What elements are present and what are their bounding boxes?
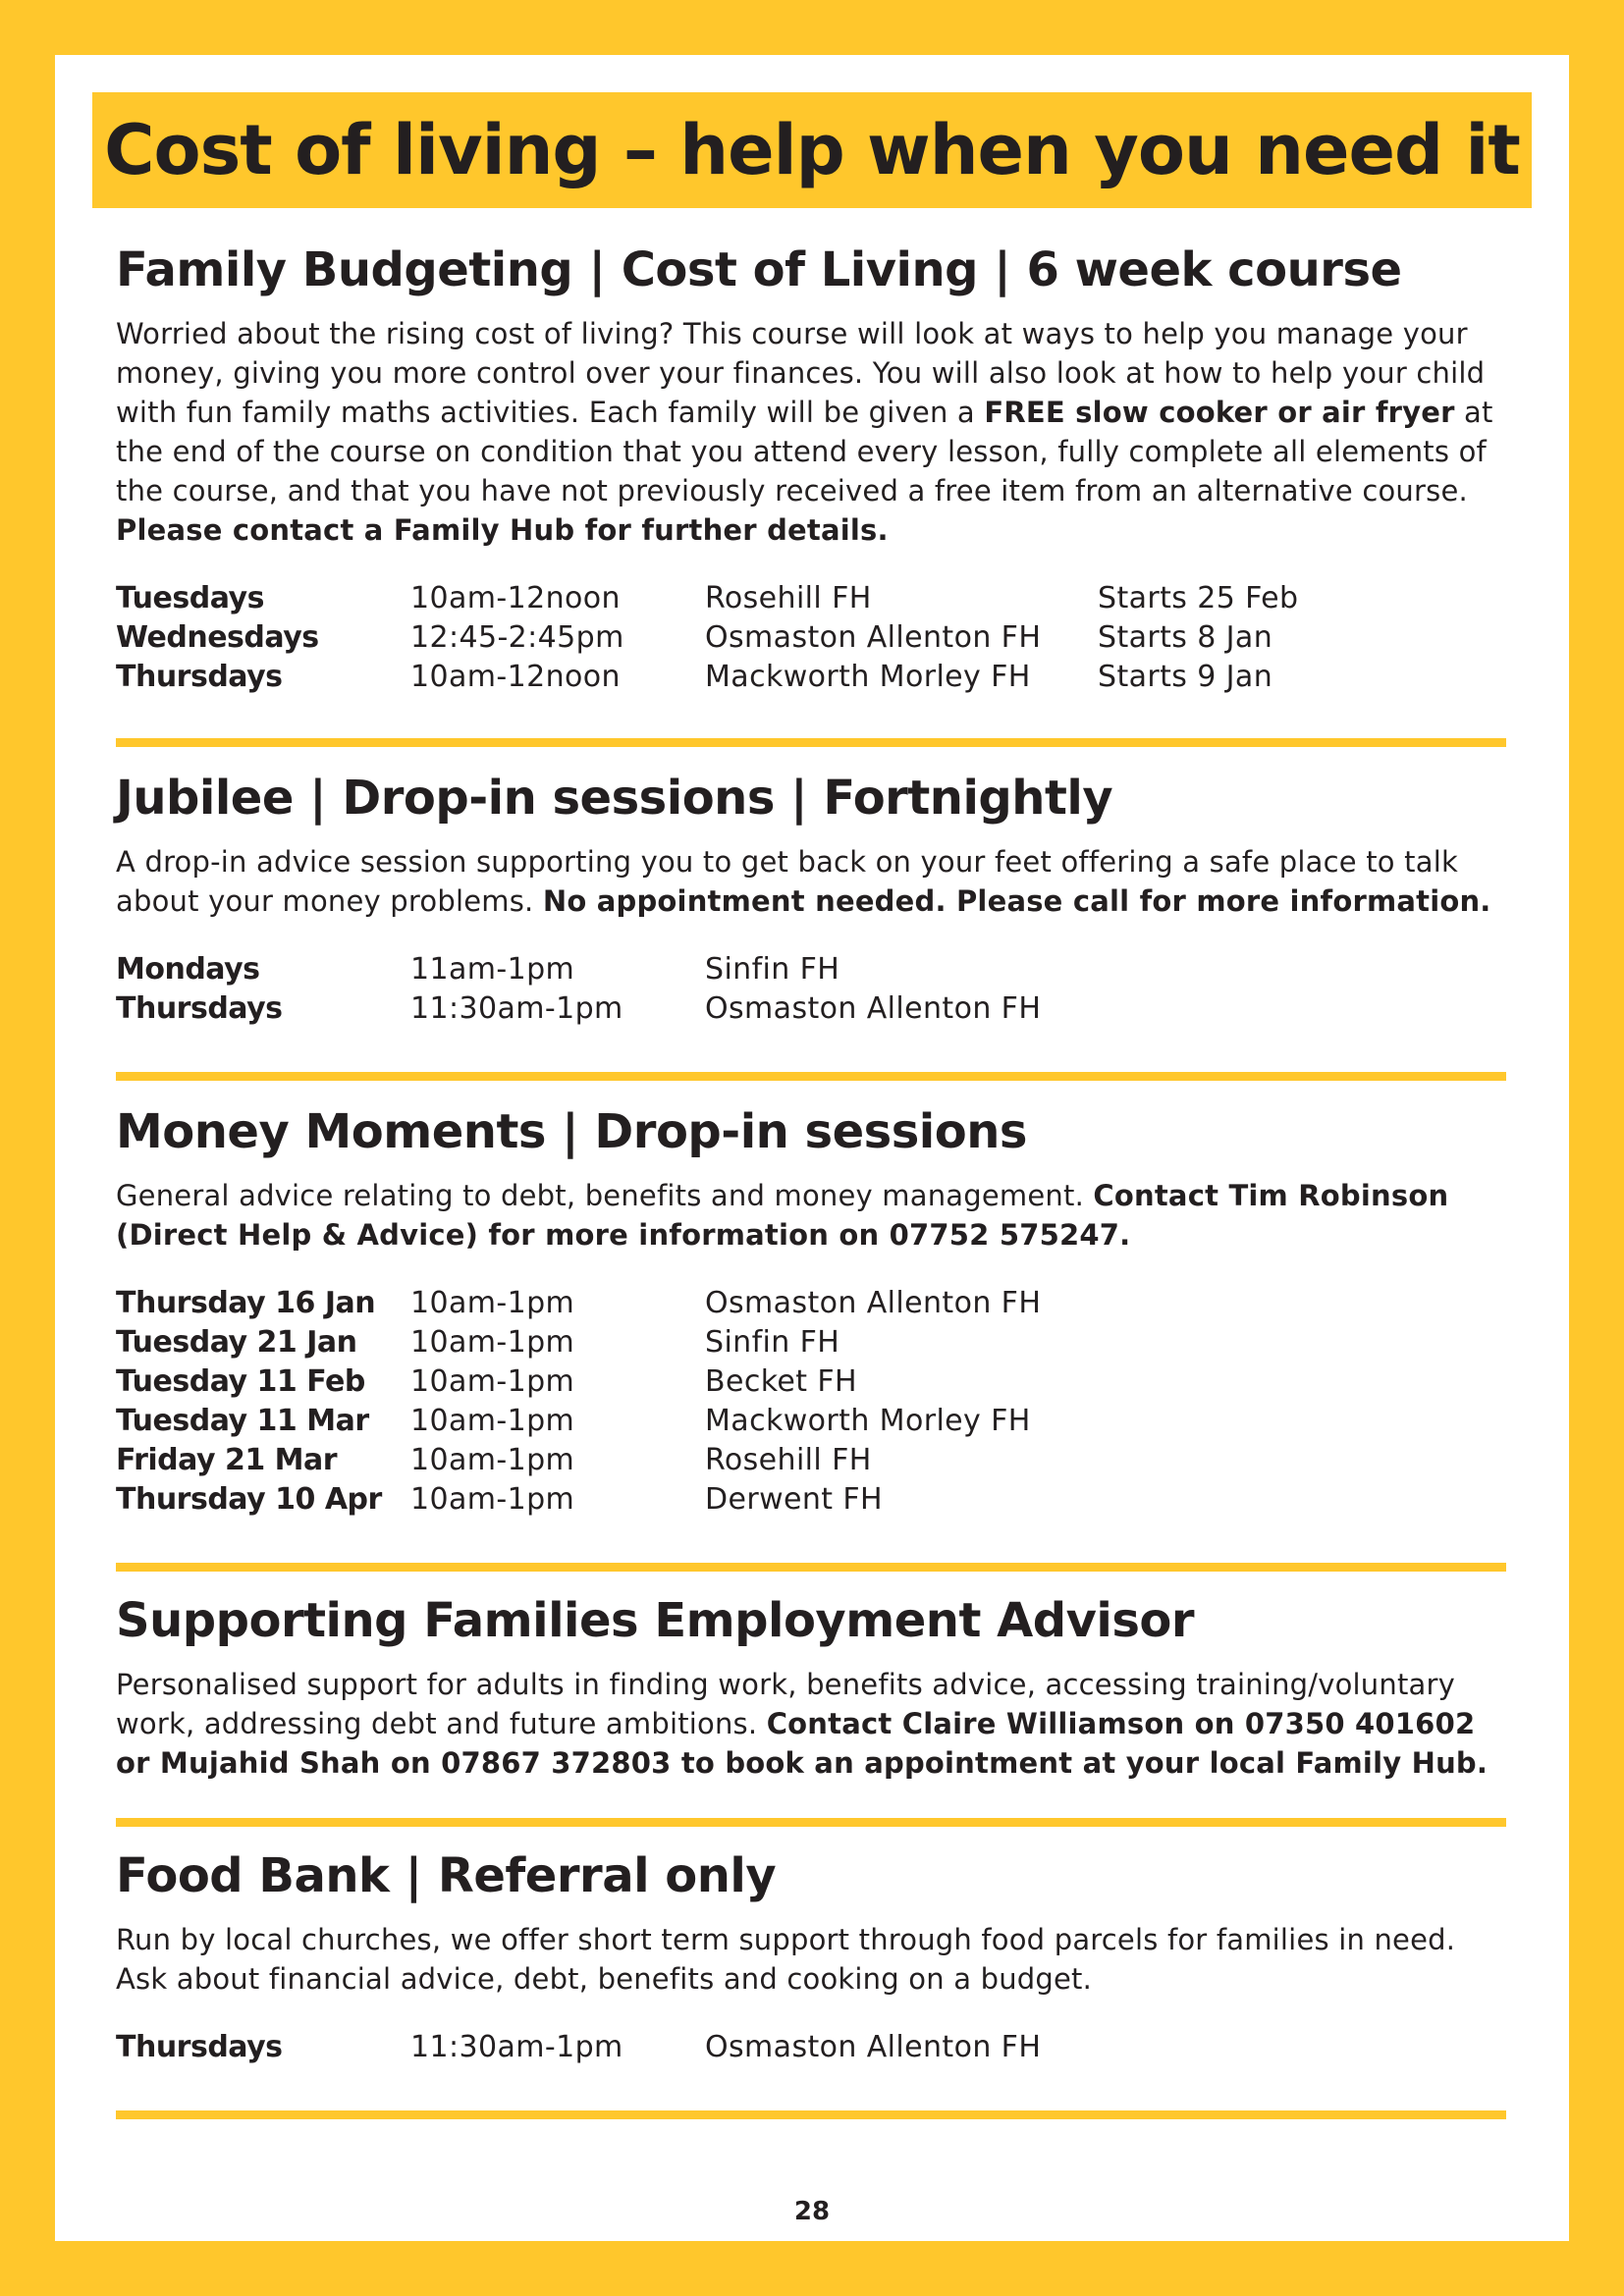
schedule-row [116, 1284, 1506, 1323]
schedule-row [116, 1323, 1506, 1362]
schedule-row [116, 1480, 1506, 1520]
section-divider [116, 1072, 1506, 1081]
row-day: Tuesday 21 Jan [116, 1325, 357, 1360]
section-divider [116, 2110, 1506, 2119]
row-start: Starts 9 Jan [1098, 660, 1273, 694]
schedule-row [116, 2028, 1506, 2067]
row-time: 10am-1pm [410, 1286, 575, 1320]
schedule-row [116, 1362, 1506, 1402]
row-location: Rosehill FH [705, 1443, 872, 1477]
row-location: Mackworth Morley FH [705, 660, 1031, 694]
row-time: 10am-1pm [410, 1325, 575, 1360]
section-food-bank [116, 1845, 1506, 2067]
schedule-table [116, 1284, 1506, 1520]
row-time: 12:45-2:45pm [410, 620, 624, 655]
row-location: Osmaston Allenton FH [705, 991, 1042, 1026]
section-description: Personalised support for adults in finding work, benefits advice, accessing training/voluntary work, addressing debt and future ambitions. Contact Claire Williamson on 07350 401602 or Mujahid Shah on 07867 372803 to book an appointment at your local Family Hub. [116, 1668, 1489, 1780]
row-location: Sinfin FH [705, 1325, 840, 1360]
section-family-budgeting [116, 240, 1506, 697]
row-time: 11:30am-1pm [410, 2030, 623, 2064]
row-day: Thursdays [116, 660, 283, 694]
row-day: Thursdays [116, 2030, 283, 2064]
section-jubilee [116, 768, 1506, 1029]
section-heading: Family Budgeting | Cost of Living | 6 week course [116, 242, 1402, 297]
row-time: 10am-1pm [410, 1443, 575, 1477]
row-location: Rosehill FH [705, 581, 872, 615]
row-location: Osmaston Allenton FH [705, 1286, 1042, 1320]
row-time: 10am-12noon [410, 581, 621, 615]
page-title: Cost of living – help when you need it [104, 110, 1520, 190]
row-time: 10am-1pm [410, 1404, 575, 1438]
row-time: 11:30am-1pm [410, 991, 623, 1026]
row-start: Starts 8 Jan [1098, 620, 1273, 655]
row-day: Thursday 10 Apr [116, 1482, 382, 1517]
row-day: Wednesdays [116, 620, 319, 655]
page-number: 28 [793, 2197, 831, 2226]
section-money-moments [116, 1101, 1506, 1520]
section-heading: Supporting Families Employment Advisor [116, 1593, 1195, 1648]
row-time: 10am-12noon [410, 660, 621, 694]
row-day: Thursdays [116, 991, 283, 1026]
row-location: Osmaston Allenton FH [705, 620, 1042, 655]
row-day: Tuesday 11 Feb [116, 1364, 365, 1399]
row-day: Tuesdays [116, 581, 264, 615]
schedule-row [116, 989, 1506, 1029]
schedule-row [116, 579, 1506, 618]
schedule-row [116, 950, 1506, 989]
section-divider [116, 738, 1506, 747]
row-location: Osmaston Allenton FH [705, 2030, 1042, 2064]
section-heading: Money Moments | Drop-in sessions [116, 1104, 1027, 1159]
section-heading: Food Bank | Referral only [116, 1848, 777, 1903]
section-employment-advisor [116, 1590, 1506, 1783]
row-location: Mackworth Morley FH [705, 1404, 1031, 1438]
section-divider [116, 1563, 1506, 1572]
schedule-row [116, 618, 1506, 658]
row-location: Becket FH [705, 1364, 858, 1399]
row-day: Mondays [116, 952, 260, 987]
row-time: 10am-1pm [410, 1482, 575, 1517]
schedule-row [116, 658, 1506, 697]
section-description: General advice relating to debt, benefits and money management. Contact Tim Robinson (Direct Help & Advice) for more information on 07752 575247. [116, 1179, 1449, 1252]
page-panel [55, 55, 1569, 2241]
row-location: Derwent FH [705, 1482, 884, 1517]
title-banner [92, 92, 1532, 208]
schedule-table [116, 950, 1506, 1029]
section-divider [116, 1818, 1506, 1827]
section-description: Run by local churches, we offer short term support through food parcels for families in need. Ask about financial advice, debt, benefits and cooking on a budget. [116, 1923, 1456, 1996]
row-start: Starts 25 Feb [1098, 581, 1299, 615]
schedule-row [116, 1441, 1506, 1480]
section-heading: Jubilee | Drop-in sessions | Fortnightly [116, 771, 1113, 826]
row-day: Friday 21 Mar [116, 1443, 338, 1477]
row-day: Tuesday 11 Mar [116, 1404, 369, 1438]
schedule-table [116, 579, 1506, 697]
row-day: Thursday 16 Jan [116, 1286, 376, 1320]
section-description: Worried about the rising cost of living? This course will look at ways to help you manage your money, giving you more control over your finances. You will also look at how to help your child with fun family maths activities. Each family will be given a FREE slow cooker or air fryer at the end of the course on condition that you attend every lesson, fully complete all elements of the course, and that you have not previously received a free item from an alternative course. Please contact a Family Hub for further details. [116, 317, 1493, 547]
row-time: 11am-1pm [410, 952, 575, 987]
row-location: Sinfin FH [705, 952, 840, 987]
row-time: 10am-1pm [410, 1364, 575, 1399]
schedule-table [116, 2028, 1506, 2067]
schedule-row [116, 1402, 1506, 1441]
section-description: A drop-in advice session supporting you to get back on your feet offering a safe place to talk about your money problems. No appointment needed. Please call for more information. [116, 845, 1491, 918]
